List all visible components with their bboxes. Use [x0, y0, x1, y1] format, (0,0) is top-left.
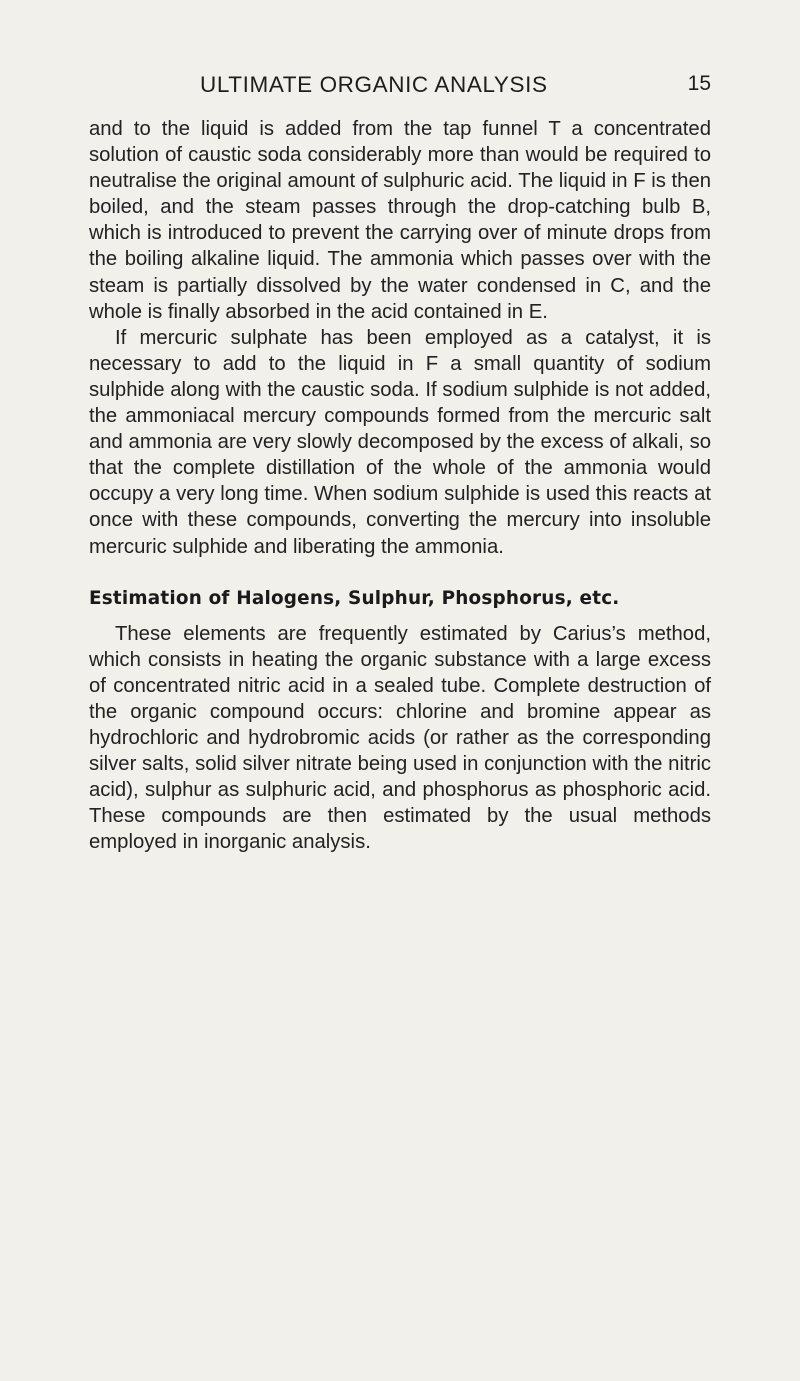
section-heading: Estimation of Halogens, Sulphur, Phosphorus, etc. — [89, 587, 620, 609]
body-text — [89, 116, 711, 856]
running-header — [0, 72, 800, 106]
paragraph-3: These elements are frequently estimated by Carius’s method, which consists in heating the organic substance with a large excess of concentrated nitric acid in a sealed tube. Complete destruction of the organic compound occurs: chlorine and bromine appear as hydrochloric and hydrobromic acids (or rather as the corresponding silver salts, solid silver nitrate being used in conjunction with the nitric acid), sulphur as sulphuric acid, and phosphorus as phosphoric acid. These compounds are then estimated by the usual methods employed in inorganic analysis. — [89, 622, 711, 854]
running-title: ULTIMATE ORGANIC ANALYSIS — [200, 72, 548, 97]
paragraph-1: and to the liquid is added from the tap funnel T a concentrated solution of caustic soda considerably more than would be required to neutralise the original amount of sulphuric acid. The liquid in F is then boiled, and the steam passes through the drop-catching bulb B, which is introduced to prevent the carrying over of minute drops from the boiling alkaline liquid. The ammonia which passes over with the steam is partially dissolved by the water condensed in C, and the whole is finally absorbed in the acid contained in E. — [89, 118, 711, 323]
paragraph-2: If mercuric sulphate has been employed as a catalyst, it is necessary to add to the liquid in F a small quantity of sodium sulphide along with the caustic soda. If sodium sulphide is not added, the ammoniacal mercury compounds formed from the mercuric salt and ammonia are very slowly decomposed by the excess of alkali, so that the complete distillation of the whole of the ammonia would occupy a very long time. When sodium sulphide is used this reacts at once with these compounds, converting the mercury into insoluble mercuric sulphide and liberating the ammonia. — [89, 326, 711, 558]
page-number: 15 — [687, 72, 711, 95]
